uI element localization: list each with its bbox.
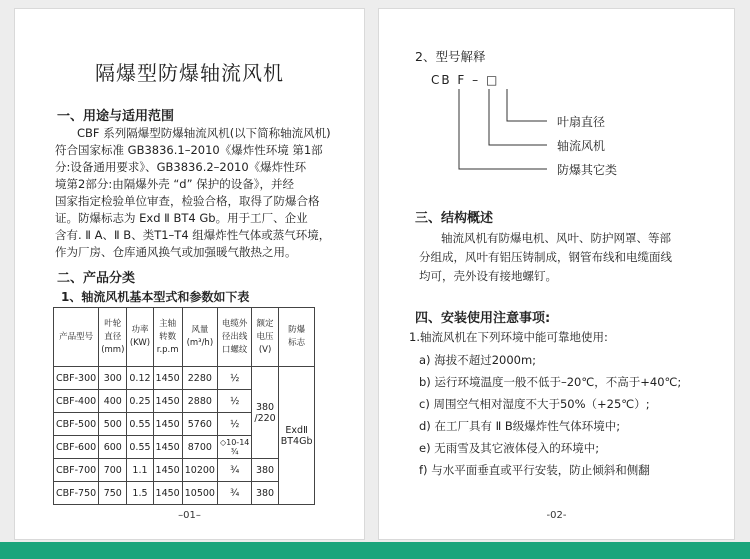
right-page — [378, 8, 735, 540]
table-cell: 0.12 — [127, 367, 153, 390]
section2-heading: 二、产品分类 — [57, 271, 136, 286]
paragraph-line: 分:设备通用要求》、GB3836.2–2010《爆炸性环 — [55, 160, 307, 174]
table-header-cell: 叶轮 直径 (mm) — [99, 308, 127, 367]
table-cell: 380 — [252, 482, 278, 505]
list-item: c) 周围空气相对湿度不大于50%（+25℃）; — [419, 397, 650, 411]
table-header-cell: 风量 (m³/h) — [182, 308, 217, 367]
paragraph-line: 境第2部分:由隔爆外壳 “d” 保护的设备》，并经 — [55, 177, 294, 191]
table-row — [54, 459, 315, 482]
table-cell: 1450 — [153, 482, 182, 505]
document-title: 隔爆型防爆轴流风机 — [95, 61, 284, 85]
table-cell: 500 — [99, 413, 127, 436]
table-header-cell: 电缆外 径出线 口螺纹 — [217, 308, 251, 367]
table-header-row — [54, 308, 315, 367]
list-item: d) 在工厂具有 Ⅱ B级爆炸性气体环境中; — [419, 419, 621, 433]
table-header-cell: 产品型号 — [54, 308, 99, 367]
paragraph-line: 轴流风机有防爆电机、风叶、防护网罩、等部 — [441, 231, 671, 245]
paragraph-line: 含有. Ⅱ A、Ⅱ B、类T1–T4 组爆炸性气体或蒸气环境， — [55, 228, 331, 242]
table-cell: 1450 — [153, 459, 182, 482]
list-item: f) 与水平面垂直或平行安装，防止倾斜和侧翻 — [419, 463, 650, 477]
section1-heading: 一、用途与适用范围 — [57, 109, 175, 124]
table-cell: CBF-750 — [54, 482, 99, 505]
table-cell: 380 — [252, 459, 278, 482]
table-cell: ½ — [217, 367, 251, 390]
table-cell: 380 /220 — [252, 367, 278, 459]
table-cell: ◇10-14 ¾ — [217, 436, 251, 459]
section4-heading: 四、安装使用注意事项: — [415, 311, 551, 326]
section4-intro: 1.轴流风机在下列环境中能可靠地使用: — [409, 330, 608, 344]
table-cell: 0.55 — [127, 436, 153, 459]
model-label-explosion-proof: 防爆其它类 — [557, 163, 618, 177]
paragraph-line: 分组成，风叶有铝压铸制成，钢管布线和电缆面线 — [419, 250, 672, 264]
table-cell: ¾ — [217, 482, 251, 505]
table-cell: CBF-400 — [54, 390, 99, 413]
spec-table — [53, 307, 315, 505]
table-cell: 2880 — [182, 390, 217, 413]
model-connector-lines — [379, 9, 736, 209]
table-cell: CBF-300 — [54, 367, 99, 390]
table-cell: 600 — [99, 436, 127, 459]
table-header-cell: 防爆 标志 — [278, 308, 315, 367]
table-cell: CBF-600 — [54, 436, 99, 459]
table-cell: 750 — [99, 482, 127, 505]
table-cell: 1450 — [153, 390, 182, 413]
table-cell: 8700 — [182, 436, 217, 459]
list-item: a) 海拔不超过2000m; — [419, 353, 537, 367]
section1-paragraph — [55, 125, 331, 261]
model-code: CB F – □ — [431, 73, 500, 87]
model-label-impeller: 叶扇直径 — [557, 115, 606, 129]
table-cell: 1450 — [153, 436, 182, 459]
page-number-right: -02- — [546, 510, 567, 521]
footer-accent-bar — [0, 542, 750, 559]
table-header-cell: 功率 (KW) — [127, 308, 153, 367]
table-cell: 700 — [99, 459, 127, 482]
table-cell: 1450 — [153, 367, 182, 390]
paragraph-line: 国家指定检验单位审查，检验合格，取得了防爆合格 — [55, 194, 320, 208]
list-item: e) 无雨雪及其它液体侵入的环境中; — [419, 441, 600, 455]
table-cell: 400 — [99, 390, 127, 413]
table-cell: ExdⅡ BT4Gb — [278, 367, 315, 505]
table-row — [54, 482, 315, 505]
model-explanation-heading: 2、型号解释 — [415, 49, 486, 64]
table-header-cell: 主轴 转数 r.p.m — [153, 308, 182, 367]
table-cell: 5760 — [182, 413, 217, 436]
paragraph-line: 证。防爆标志为 Exd Ⅱ BT4 Gb。用于工厂、企业 — [55, 211, 308, 225]
table-cell: CBF-700 — [54, 459, 99, 482]
table-cell: ¾ — [217, 459, 251, 482]
section3-heading: 三、结构概述 — [415, 211, 494, 226]
table-cell: 1.5 — [127, 482, 153, 505]
table-cell: 10200 — [182, 459, 217, 482]
table-cell: 2280 — [182, 367, 217, 390]
page-number-left: –01– — [178, 510, 201, 521]
paragraph-line: 作为厂房、仓库通风换气或加强暖气散热之用。 — [55, 245, 297, 259]
table-row — [54, 367, 315, 390]
table-cell: 1450 — [153, 413, 182, 436]
table-cell: 0.55 — [127, 413, 153, 436]
list-item: b) 运行环境温度一般不低于–20℃，不高于+40℃; — [419, 375, 682, 389]
model-label-axial-fan: 轴流风机 — [557, 139, 606, 153]
paragraph-line: 均可，壳外设有接地螺钉。 — [419, 269, 557, 283]
section3-paragraph — [419, 229, 672, 286]
left-page — [14, 8, 365, 540]
table-cell: 300 — [99, 367, 127, 390]
table-cell: 1.1 — [127, 459, 153, 482]
table-cell: ½ — [217, 413, 251, 436]
table-subheading: 1、轴流风机基本型式和参数如下表 — [61, 290, 250, 304]
paragraph-line: CBF 系列隔爆型防爆轴流风机(以下简称轴流风机) — [77, 126, 331, 140]
paragraph-line: 符合国家标准 GB3836.1–2010《爆炸性环境 第1部 — [55, 143, 323, 157]
section4-list — [419, 349, 681, 481]
table-cell: CBF-500 — [54, 413, 99, 436]
table-cell: 0.25 — [127, 390, 153, 413]
table-cell: 10500 — [182, 482, 217, 505]
table-header-cell: 额定 电压 (V) — [252, 308, 278, 367]
table-cell: ½ — [217, 390, 251, 413]
